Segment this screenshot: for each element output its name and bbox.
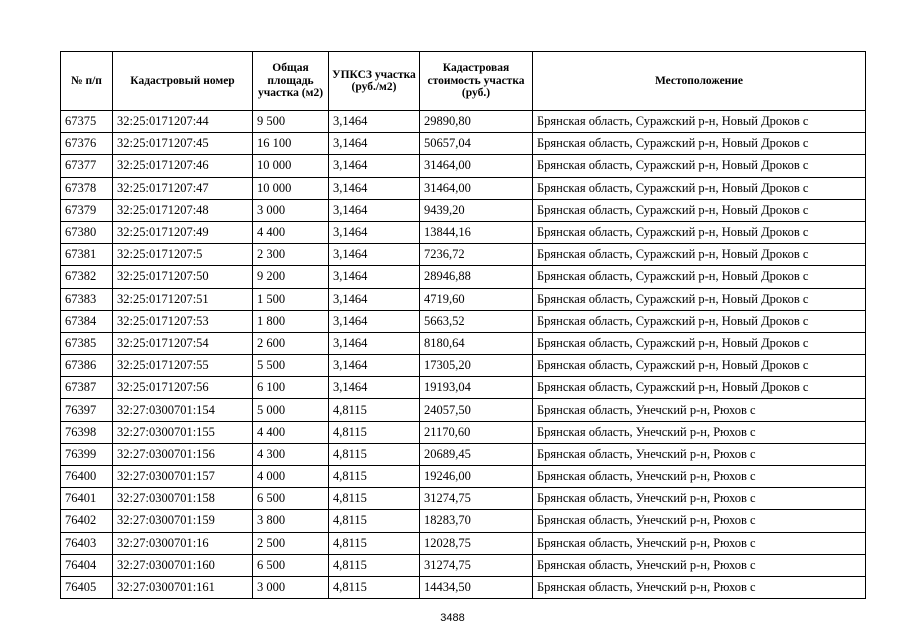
- table-header: [61, 52, 866, 111]
- cell-cadastral-number: 32:25:0171207:55: [113, 355, 253, 377]
- header-cadastral-value: Кадастровая стоимость участка (руб.): [420, 52, 533, 111]
- cell-cadastral-value: 8180,64: [420, 332, 533, 354]
- cell-cadastral-number: 32:27:0300701:159: [113, 510, 253, 532]
- cell-upksz: 4,8115: [329, 554, 420, 576]
- cell-area: 5 500: [253, 355, 329, 377]
- cell-area: 6 500: [253, 488, 329, 510]
- table-row: [61, 177, 866, 199]
- cell-cadastral-value: 31464,00: [420, 155, 533, 177]
- cell-area: 4 400: [253, 221, 329, 243]
- cell-cadastral-value: 14434,50: [420, 576, 533, 598]
- cell-row-number: 67385: [61, 332, 113, 354]
- cell-cadastral-value: 19193,04: [420, 377, 533, 399]
- cell-cadastral-number: 32:25:0171207:5: [113, 244, 253, 266]
- cell-cadastral-number: 32:25:0171207:47: [113, 177, 253, 199]
- table-row: [61, 310, 866, 332]
- cell-cadastral-number: 32:25:0171207:44: [113, 111, 253, 133]
- cell-row-number: 67379: [61, 199, 113, 221]
- cell-cadastral-value: 31464,00: [420, 177, 533, 199]
- header-upksz: УПКСЗ участка (руб./м2): [329, 52, 420, 111]
- cell-upksz: 3,1464: [329, 288, 420, 310]
- table-row: [61, 399, 866, 421]
- cell-area: 3 000: [253, 199, 329, 221]
- cell-cadastral-value: 12028,75: [420, 532, 533, 554]
- cell-upksz: 4,8115: [329, 443, 420, 465]
- cell-cadastral-number: 32:25:0171207:56: [113, 377, 253, 399]
- cell-cadastral-value: 28946,88: [420, 266, 533, 288]
- cell-row-number: 67381: [61, 244, 113, 266]
- cell-area: 6 100: [253, 377, 329, 399]
- cell-area: 10 000: [253, 155, 329, 177]
- cell-upksz: 4,8115: [329, 510, 420, 532]
- cell-cadastral-number: 32:25:0171207:53: [113, 310, 253, 332]
- table-row: [61, 421, 866, 443]
- table-row: [61, 221, 866, 243]
- cell-row-number: 67380: [61, 221, 113, 243]
- cell-cadastral-value: 4719,60: [420, 288, 533, 310]
- cell-cadastral-value: 19246,00: [420, 466, 533, 488]
- table-row: [61, 466, 866, 488]
- cell-upksz: 3,1464: [329, 244, 420, 266]
- cell-row-number: 76405: [61, 576, 113, 598]
- cell-area: 2 300: [253, 244, 329, 266]
- cell-upksz: 3,1464: [329, 177, 420, 199]
- cell-area: 9 500: [253, 111, 329, 133]
- cell-cadastral-number: 32:27:0300701:156: [113, 443, 253, 465]
- cell-area: 1 800: [253, 310, 329, 332]
- page-number: 3488: [440, 612, 465, 624]
- table-row: [61, 244, 866, 266]
- cell-area: 2 600: [253, 332, 329, 354]
- cell-row-number: 67382: [61, 266, 113, 288]
- cadastral-table: [60, 51, 866, 599]
- cell-cadastral-number: 32:25:0171207:46: [113, 155, 253, 177]
- cell-cadastral-value: 13844,16: [420, 221, 533, 243]
- cell-row-number: 67378: [61, 177, 113, 199]
- cell-cadastral-value: 7236,72: [420, 244, 533, 266]
- cell-cadastral-value: 31274,75: [420, 488, 533, 510]
- cell-cadastral-number: 32:25:0171207:54: [113, 332, 253, 354]
- cell-cadastral-number: 32:27:0300701:155: [113, 421, 253, 443]
- cell-upksz: 3,1464: [329, 111, 420, 133]
- header-row: [61, 52, 866, 111]
- cell-area: 3 800: [253, 510, 329, 532]
- cell-area: 16 100: [253, 133, 329, 155]
- cell-location: Брянская область, Суражский р-н, Новый Дроков с: [533, 155, 866, 177]
- cell-location: Брянская область, Суражский р-н, Новый Дроков с: [533, 310, 866, 332]
- cell-row-number: 76397: [61, 399, 113, 421]
- table-row: [61, 532, 866, 554]
- cell-location: Брянская область, Суражский р-н, Новый Дроков с: [533, 111, 866, 133]
- table-row: [61, 510, 866, 532]
- cell-cadastral-number: 32:27:0300701:16: [113, 532, 253, 554]
- cell-area: 6 500: [253, 554, 329, 576]
- cell-cadastral-number: 32:27:0300701:161: [113, 576, 253, 598]
- cell-cadastral-number: 32:27:0300701:158: [113, 488, 253, 510]
- cell-cadastral-number: 32:25:0171207:51: [113, 288, 253, 310]
- cell-upksz: 3,1464: [329, 377, 420, 399]
- cell-upksz: 3,1464: [329, 266, 420, 288]
- cell-upksz: 4,8115: [329, 466, 420, 488]
- table-row: [61, 377, 866, 399]
- cell-cadastral-value: 29890,80: [420, 111, 533, 133]
- cell-area: 4 300: [253, 443, 329, 465]
- cell-cadastral-number: 32:25:0171207:50: [113, 266, 253, 288]
- cell-row-number: 67377: [61, 155, 113, 177]
- cell-location: Брянская область, Унечский р-н, Рюхов с: [533, 488, 866, 510]
- cell-location: Брянская область, Суражский р-н, Новый Дроков с: [533, 133, 866, 155]
- cell-row-number: 76398: [61, 421, 113, 443]
- cell-cadastral-value: 24057,50: [420, 399, 533, 421]
- cell-cadastral-value: 50657,04: [420, 133, 533, 155]
- cell-location: Брянская область, Суражский р-н, Новый Дроков с: [533, 177, 866, 199]
- cell-row-number: 67376: [61, 133, 113, 155]
- cell-location: Брянская область, Суражский р-н, Новый Дроков с: [533, 332, 866, 354]
- header-cadastral-number: Кадастровый номер: [113, 52, 253, 111]
- table-row: [61, 199, 866, 221]
- cell-location: Брянская область, Унечский р-н, Рюхов с: [533, 510, 866, 532]
- cell-upksz: 4,8115: [329, 532, 420, 554]
- header-row-number: № п/п: [61, 52, 113, 111]
- cell-row-number: 76402: [61, 510, 113, 532]
- cell-row-number: 67384: [61, 310, 113, 332]
- table-row: [61, 355, 866, 377]
- cell-row-number: 67387: [61, 377, 113, 399]
- cell-cadastral-number: 32:25:0171207:45: [113, 133, 253, 155]
- cell-row-number: 67375: [61, 111, 113, 133]
- cell-upksz: 3,1464: [329, 199, 420, 221]
- cell-row-number: 76404: [61, 554, 113, 576]
- table-row: [61, 554, 866, 576]
- cell-cadastral-number: 32:27:0300701:160: [113, 554, 253, 576]
- cell-upksz: 3,1464: [329, 355, 420, 377]
- cell-row-number: 67386: [61, 355, 113, 377]
- cell-area: 3 000: [253, 576, 329, 598]
- cell-cadastral-value: 5663,52: [420, 310, 533, 332]
- cell-upksz: 3,1464: [329, 155, 420, 177]
- cell-location: Брянская область, Унечский р-н, Рюхов с: [533, 554, 866, 576]
- cell-location: Брянская область, Унечский р-н, Рюхов с: [533, 421, 866, 443]
- cell-location: Брянская область, Унечский р-н, Рюхов с: [533, 532, 866, 554]
- table-row: [61, 288, 866, 310]
- cell-cadastral-value: 17305,20: [420, 355, 533, 377]
- table-row: [61, 488, 866, 510]
- table-row: [61, 155, 866, 177]
- cell-area: 9 200: [253, 266, 329, 288]
- cell-cadastral-value: 9439,20: [420, 199, 533, 221]
- cell-location: Брянская область, Суражский р-н, Новый Дроков с: [533, 199, 866, 221]
- cell-upksz: 3,1464: [329, 332, 420, 354]
- cell-row-number: 76400: [61, 466, 113, 488]
- cell-upksz: 3,1464: [329, 221, 420, 243]
- cell-area: 1 500: [253, 288, 329, 310]
- cell-location: Брянская область, Суражский р-н, Новый Дроков с: [533, 288, 866, 310]
- cell-cadastral-value: 21170,60: [420, 421, 533, 443]
- cell-location: Брянская область, Суражский р-н, Новый Дроков с: [533, 355, 866, 377]
- cell-location: Брянская область, Суражский р-н, Новый Дроков с: [533, 266, 866, 288]
- cell-location: Брянская область, Суражский р-н, Новый Дроков с: [533, 221, 866, 243]
- table-row: [61, 443, 866, 465]
- cell-area: 4 000: [253, 466, 329, 488]
- cell-cadastral-value: 20689,45: [420, 443, 533, 465]
- cell-location: Брянская область, Унечский р-н, Рюхов с: [533, 443, 866, 465]
- table-row: [61, 266, 866, 288]
- cell-cadastral-value: 18283,70: [420, 510, 533, 532]
- header-location: Местоположение: [533, 52, 866, 111]
- cell-area: 4 400: [253, 421, 329, 443]
- cell-cadastral-value: 31274,75: [420, 554, 533, 576]
- header-area: Общая площадь участка (м2): [253, 52, 329, 111]
- table-body: [61, 111, 866, 599]
- cell-location: Брянская область, Унечский р-н, Рюхов с: [533, 466, 866, 488]
- cell-cadastral-number: 32:25:0171207:48: [113, 199, 253, 221]
- cell-row-number: 76403: [61, 532, 113, 554]
- cell-area: 10 000: [253, 177, 329, 199]
- cell-row-number: 76399: [61, 443, 113, 465]
- cell-row-number: 67383: [61, 288, 113, 310]
- cell-upksz: 4,8115: [329, 421, 420, 443]
- cell-cadastral-number: 32:27:0300701:154: [113, 399, 253, 421]
- cell-upksz: 3,1464: [329, 310, 420, 332]
- table-row: [61, 133, 866, 155]
- cell-cadastral-number: 32:27:0300701:157: [113, 466, 253, 488]
- table-row: [61, 111, 866, 133]
- cell-location: Брянская область, Унечский р-н, Рюхов с: [533, 576, 866, 598]
- cell-upksz: 4,8115: [329, 576, 420, 598]
- cell-location: Брянская область, Унечский р-н, Рюхов с: [533, 399, 866, 421]
- cell-location: Брянская область, Суражский р-н, Новый Дроков с: [533, 377, 866, 399]
- cell-upksz: 3,1464: [329, 133, 420, 155]
- table-row: [61, 576, 866, 598]
- table-row: [61, 332, 866, 354]
- cell-upksz: 4,8115: [329, 488, 420, 510]
- cell-row-number: 76401: [61, 488, 113, 510]
- cell-location: Брянская область, Суражский р-н, Новый Дроков с: [533, 244, 866, 266]
- cell-area: 2 500: [253, 532, 329, 554]
- cell-area: 5 000: [253, 399, 329, 421]
- cell-upksz: 4,8115: [329, 399, 420, 421]
- cell-cadastral-number: 32:25:0171207:49: [113, 221, 253, 243]
